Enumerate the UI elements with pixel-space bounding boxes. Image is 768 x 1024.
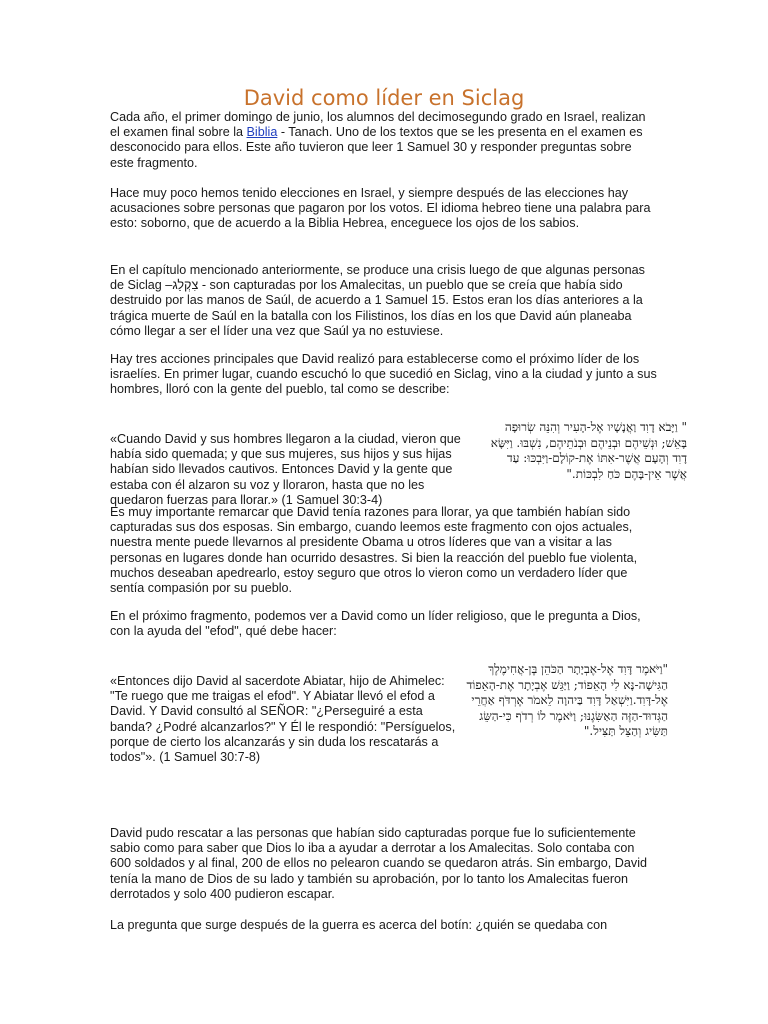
paragraph-intro [110, 110, 658, 171]
hebrew-quote-2: "וַיֹּאמֶר דָּוִד אֶל-אֶבְיָתָר הַכֹּהֵן בֶּן-אֲחִימֶלֶךְ הַגִּישָׁה-נָּא לִי הָאֵפוֹד; וַיַּגֵּשׁ אֶבְיָתָר אֶת-הָאֵפוֹד אֶל-דָּוִד.וַיִּשְׁאַל דָּוִד בַּיהוָה לֵאמֹר אֶרְדֹּף אַחֲרֵי הַגְּדוּד-הַזֶּה הַאַשִּׂגֶנּוּ; וַיֹּאמֶר לוֹ רְדֹף כִּי-הַשֵּׂג תַּשִּׂיג וְהַצֵּל תַּצִּיל." [466, 662, 668, 739]
quote-samuel-30-7-8: «Entonces dijo David al sacerdote Abiatar, hijo de Ahimelec: "Te ruego que me traigas el efod". Y Abiatar llevó el efod a David. Y David consultó al SEÑOR: "¿Perseguiré a esta banda? ¿Podré alcanzarlos?" Y Él le respondió: "Persíguelos, porque de cierto los alcanzarás y sin duda los rescatarás a todos"». (1 Samuel 30:7-8) [110, 674, 456, 765]
paragraph-intro-pre: Cada año, el primer domingo de junio, los alumnos del decimosegundo grado en Israel, realizan el examen final sobre la [110, 110, 646, 140]
paragraph-reasons: Es muy importante remarcar que David tenía razones para llorar, ya que también habían sido capturadas sus dos esposas. Sin embargo, cuando leemos este fragmento con ojos actuales, nuestra mente puede llevarnos al presidente Obama u otros líderes que van a visitar a las personas en lugares donde han ocurrido desastres. Si bien la reacción del pueblo fue violenta, muchos deseaban apedrearlo, estoy seguro que otros lo vieron como un verdadero líder que sentía compasión por su pueblo. [110, 505, 638, 596]
paragraph-elections: Hace muy poco hemos tenido elecciones en Israel, y siempre después de las elecciones hay acusaciones sobre personas que pagaron por los votos. El idioma hebreo tiene una palabra para esto: soborno, que de acuerdo a la Biblia Hebrea, enceguece los ojos de los sabios. [110, 186, 651, 231]
paragraph-religious-leader: En el próximo fragmento, podemos ver a David como un líder religioso, que le pregunta a Dios, con la ayuda del "efod", qué debe hacer: [110, 609, 641, 639]
paragraph-rescue: David pudo rescatar a las personas que habían sido capturadas porque fue lo suficientemente sabio como para saber que Dios lo iba a ayudar a derrotar a los Amalecitas. Solo contaba con 600 soldados y al final, 200 de ellos no pelearon cuando se quedaron atrás. Sin embargo, David tenía la mano de Dios de su lado y también su aprobación, por lo tanto los Amalecitas fueron derrotados y solo 400 pudieron escapar. [110, 826, 647, 901]
page-title: David como líder en Siclag [243, 86, 525, 110]
paragraph-actions: Hay tres acciones principales que David realizó para establecerse como el próximo líder de los israelíes. En primer lugar, cuando escuchó lo que sucedió en Siclag, vino a la ciudad y junto a sus hombres, lloró con la gente del pueblo, tal como se describe: [110, 352, 657, 397]
paragraph-spoils: La pregunta que surge después de la guerra es acerca del botín: ¿quién se quedaba con [110, 918, 608, 932]
quote-samuel-30-3-4: «Cuando David y sus hombres llegaron a la ciudad, vieron que había sido quemada; y que sus mujeres, sus hijos y sus hijas habían sido llevados cautivos. Entonces David y la gente que estaba con él alzaron su voz y lloraron, hasta que no les quedaron fuerzas para llorar.» (1 Samuel 30:3-4) [110, 432, 461, 507]
hebrew-quote-1: " וַיָּבֹא דָוִד וַאֲנָשָׁיו אֶל-הָעִיר וְהִנֵּה שְׂרוּפָה בָּאֵשׁ; וּנְשֵׁיהֶם וּבְנֵיהֶם וּבְנֹתֵיהֶם, נִשְׁבּוּ. וַיִּשָּׂא דָוִד וְהָעָם אֲשֶׁר-אִתּוֹ אֶת-קוֹלָם-וַיִּבְכּוּ: עַד אֲשֶׁר אֵין-בָּהֶם כֹּחַ לִבְכּוֹת." [490, 420, 687, 481]
biblia-link[interactable]: Biblia [246, 125, 278, 140]
paragraph-intro-post: - Tanach. Uno de los textos que se les presenta en el examen es desconocido para ellos. Este año tuvieron que leer 1 Samuel 30 y responder preguntas sobre este fragmento. [110, 125, 643, 170]
paragraph-crisis: En el capítulo mencionado anteriormente, se produce una crisis luego de que algunas personas de Siclag –צִקְלַג - son capturadas por los Amalecitas, un pueblo que se creía que había sido destruido por las manos de Saúl, de acuerdo a 1 Samuel 15. Estos eran los días anteriores a la trágica muerte de Saúl en la batalla con los Filistinos, los días en los que David aún planeaba cómo llegar a ser el líder una vez que Saúl ya no estuviese. [110, 263, 645, 338]
